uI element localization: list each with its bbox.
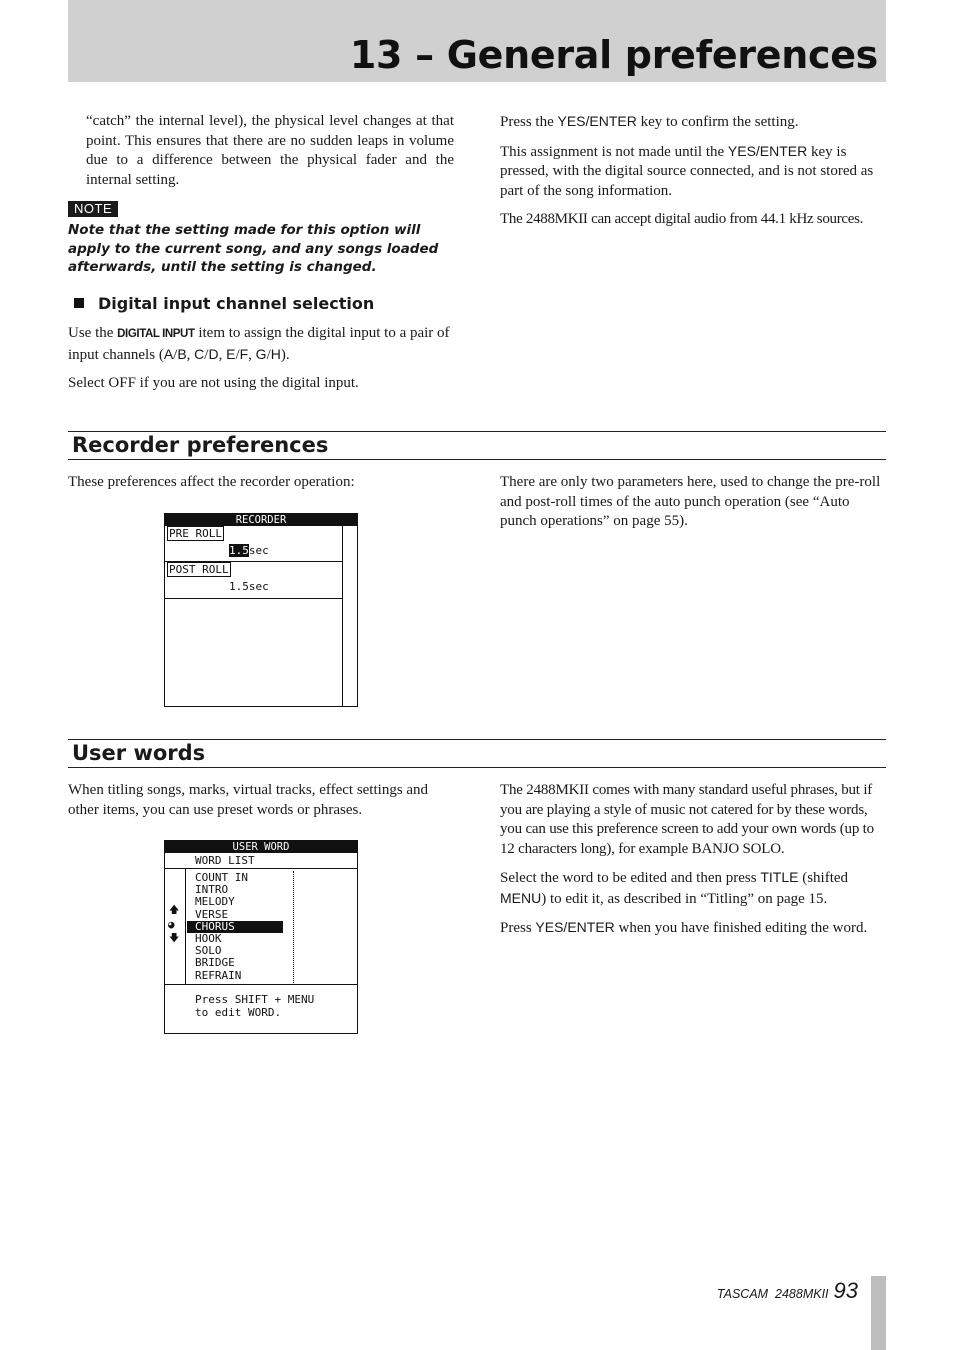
word-list-item[interactable]: BRIDGE (195, 956, 235, 970)
phrases-text: The 2488MKII comes with many standard useful phrases, but if you are playing a style of music not catered for by these words, you can use this preference screen to add your own words (up to 12 characters long), for example BANJO SOLO. (500, 782, 874, 857)
word-list-item[interactable]: COUNT IN (195, 871, 248, 884)
arrow-down-icon: 🡇 (169, 933, 180, 944)
word-list-item[interactable]: INTRO (195, 883, 229, 897)
recorder-heading: Recorder preferences (72, 433, 329, 457)
top-right-column (500, 112, 888, 239)
lcd-divider (165, 984, 357, 985)
arrow-up-icon: 🡅 (169, 905, 180, 916)
pre-roll-unit: sec (248, 544, 269, 557)
user-word-lcd-screen (164, 840, 358, 1034)
user-words-left-text: When titling songs, marks, virtual tracks, effect settings and other items, you can use preset words or phrases. (68, 782, 429, 818)
lcd-divider (165, 868, 357, 869)
user-words-section-header (68, 739, 886, 768)
word-list-item[interactable]: MELODY (195, 895, 235, 909)
recorder-right-text: There are only two parameters here, used to change the pre-roll and post-roll times of the auto punch operation (see “Auto punch operations” on page 55). (500, 474, 881, 529)
page-footer (717, 1278, 858, 1304)
post-roll-label: POST ROLL (169, 563, 229, 576)
hint-line-2: to edit WORD. (195, 1006, 282, 1019)
confirm-text: Press the YES/ENTER key to confirm the setting. (500, 113, 799, 130)
word-list (187, 872, 283, 982)
dial-icon: ◕ (168, 918, 175, 931)
recorder-left-text: These preferences affect the recorder operation: (68, 474, 355, 490)
catch-paragraph (86, 112, 454, 199)
page-number: 93 (833, 1278, 858, 1303)
word-list-item[interactable]: CHORUS (187, 921, 283, 933)
page-header (68, 0, 886, 82)
digital-input-body (68, 324, 458, 403)
user-words-right-column (500, 781, 888, 948)
edit-word-text: Select the word to be edited and then press TITLE (shifted MENU) to edit it, as described in “Titling” on page 15. (500, 869, 849, 907)
recorder-lcd-screen (164, 513, 358, 707)
pre-roll-label: PRE ROLL (169, 527, 222, 540)
note-text: Note that the setting made for this option will apply to the current song, and any songs loaded afterwards, until the setting is changed. (68, 222, 439, 275)
post-roll-value: 1.5sec (229, 580, 269, 593)
list-scroll-divider (293, 871, 294, 983)
footer-tab-bar (871, 1276, 886, 1350)
word-list-item[interactable]: VERSE (195, 907, 229, 921)
bullet-square-icon (74, 298, 84, 308)
recorder-section-header (68, 431, 886, 460)
word-list-item[interactable]: HOOK (195, 931, 222, 945)
footer-brand: TASCAM 2488MKII (716, 1287, 829, 1301)
word-list-item[interactable]: REFRAIN (195, 968, 242, 982)
scrollbar-track (342, 526, 343, 706)
finish-edit-text: Press YES/ENTER when you have finished editing the word. (500, 919, 868, 936)
digital-input-item: DIGITAL INPUT (117, 328, 195, 340)
digital-audio-text: The 2488MKII can accept digital audio from 44.1 kHz sources. (500, 211, 864, 227)
chapter-title: 13 – General preferences (349, 33, 878, 77)
word-list-label: WORD LIST (195, 854, 255, 867)
hint-line-1: Press SHIFT + MENU (195, 993, 315, 1006)
note-badge: NOTE (68, 201, 118, 217)
note-box (68, 200, 118, 218)
word-list-item[interactable]: SOLO (195, 944, 222, 958)
lcd-title: RECORDER (165, 514, 357, 526)
digital-input-subheading: Digital input channel selection (68, 294, 374, 314)
lcd-title: USER WORD (165, 841, 357, 853)
lcd-divider (165, 598, 343, 599)
user-words-heading: User words (72, 741, 206, 765)
digital-input-usage: Use the DIGITAL INPUT item to assign the digital input to a pair of input channels (A/B, C/D, E/F, G/H). (68, 325, 450, 363)
pre-roll-value: 1.5 (229, 544, 249, 557)
lcd-divider-vertical (185, 869, 186, 984)
catch-text: “catch” the internal level), the physical level changes at that point. This ensures that there are no sudden leaps in volume due to a difference between the physical fader and the internal setting. (86, 113, 454, 188)
select-off-text: Select OFF if you are not using the digital input. (68, 375, 359, 391)
assignment-text: This assignment is not made until the YES/ENTER key is pressed, with the digital source connected, and is not stored as part of the song information. (500, 142, 874, 199)
